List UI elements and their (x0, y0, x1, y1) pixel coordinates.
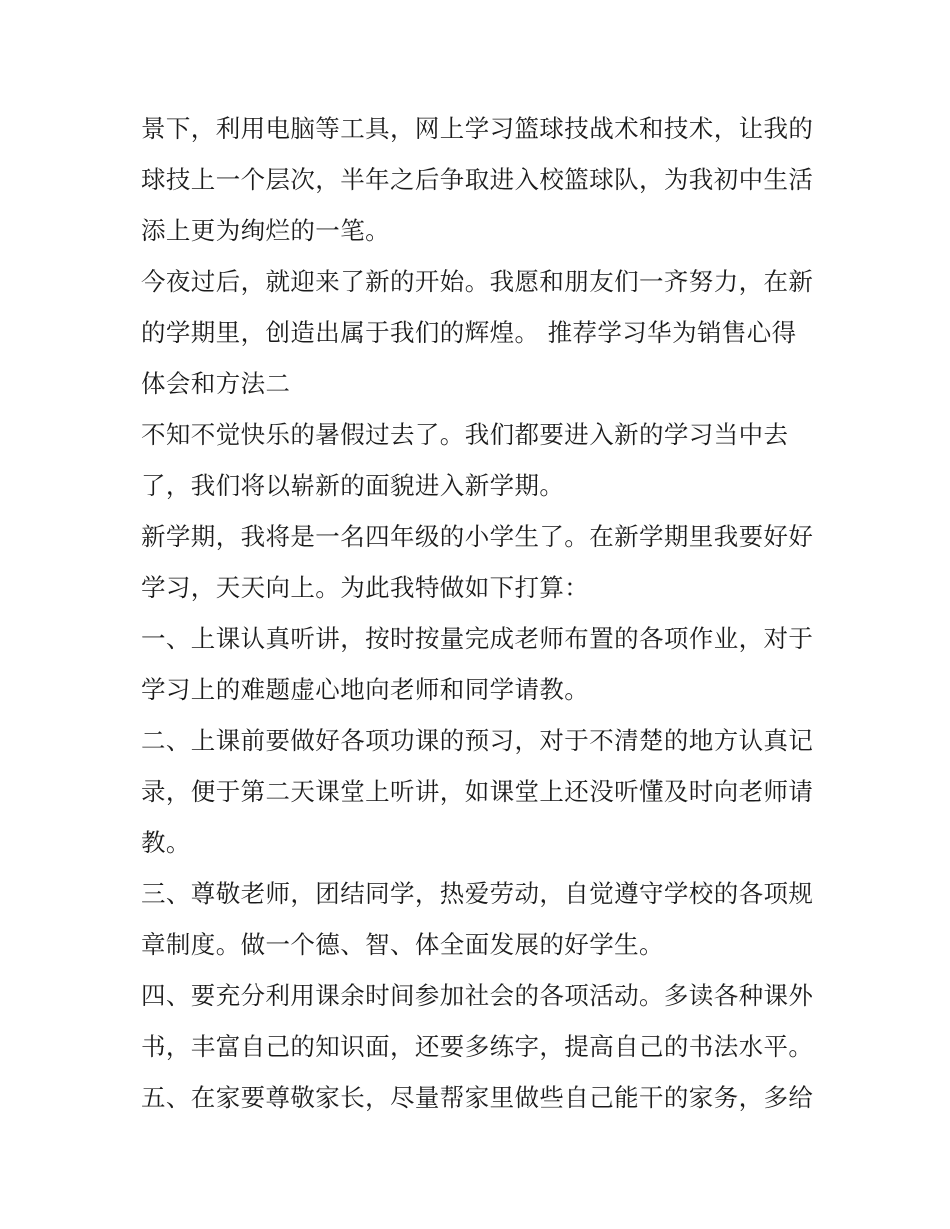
text-line: 教。 (141, 828, 191, 857)
text-line: 五、在家要尊敬家长，尽量帮家里做些自己能干的家务，多给 (141, 1083, 814, 1112)
text-line: 今夜过后，就迎来了新的开始。我愿和朋友们一齐努力，在新 (141, 267, 814, 296)
text-line: 学习上的难题虚心地向老师和同学请教。 (141, 675, 590, 704)
text-line: 书，丰富自己的知识面，还要多练字，提高自己的书法水平。 (141, 1032, 814, 1061)
text-line: 的学期里，创造出属于我们的辉煌。 推荐学习华为销售心得 (141, 318, 797, 347)
text-line: 四、要充分利用课余时间参加社会的各项活动。多读各种课外 (141, 981, 814, 1010)
text-line: 球技上一个层次，半年之后争取进入校篮球队，为我初中生活 (141, 165, 814, 194)
text-line: 添上更为绚烂的一笔。 (141, 216, 390, 245)
text-line: 三、尊敬老师，团结同学，热爱劳动，自觉遵守学校的各项规 (141, 879, 814, 908)
text-line: 学习，天天向上。为此我特做如下打算： (141, 573, 590, 602)
text-line: 不知不觉快乐的暑假过去了。我们都要进入新的学习当中去 (141, 420, 789, 449)
text-line: 新学期，我将是一名四年级的小学生了。在新学期里我要好好 (141, 522, 814, 551)
text-line: 章制度。做一个德、智、体全面发展的好学生。 (141, 930, 664, 959)
text-line: 录，便于第二天课堂上听讲，如课堂上还没听懂及时向老师请 (141, 777, 814, 806)
text-line: 了，我们将以崭新的面貌进入新学期。 (141, 471, 565, 500)
text-line: 景下，利用电脑等工具，网上学习篮球技战术和技术，让我的 (141, 114, 814, 143)
text-line: 二、上课前要做好各项功课的预习，对于不清楚的地方认真记 (141, 726, 814, 755)
text-line: 体会和方法二 (141, 369, 291, 398)
text-line: 一、上课认真听讲，按时按量完成老师布置的各项作业，对于 (141, 624, 814, 653)
